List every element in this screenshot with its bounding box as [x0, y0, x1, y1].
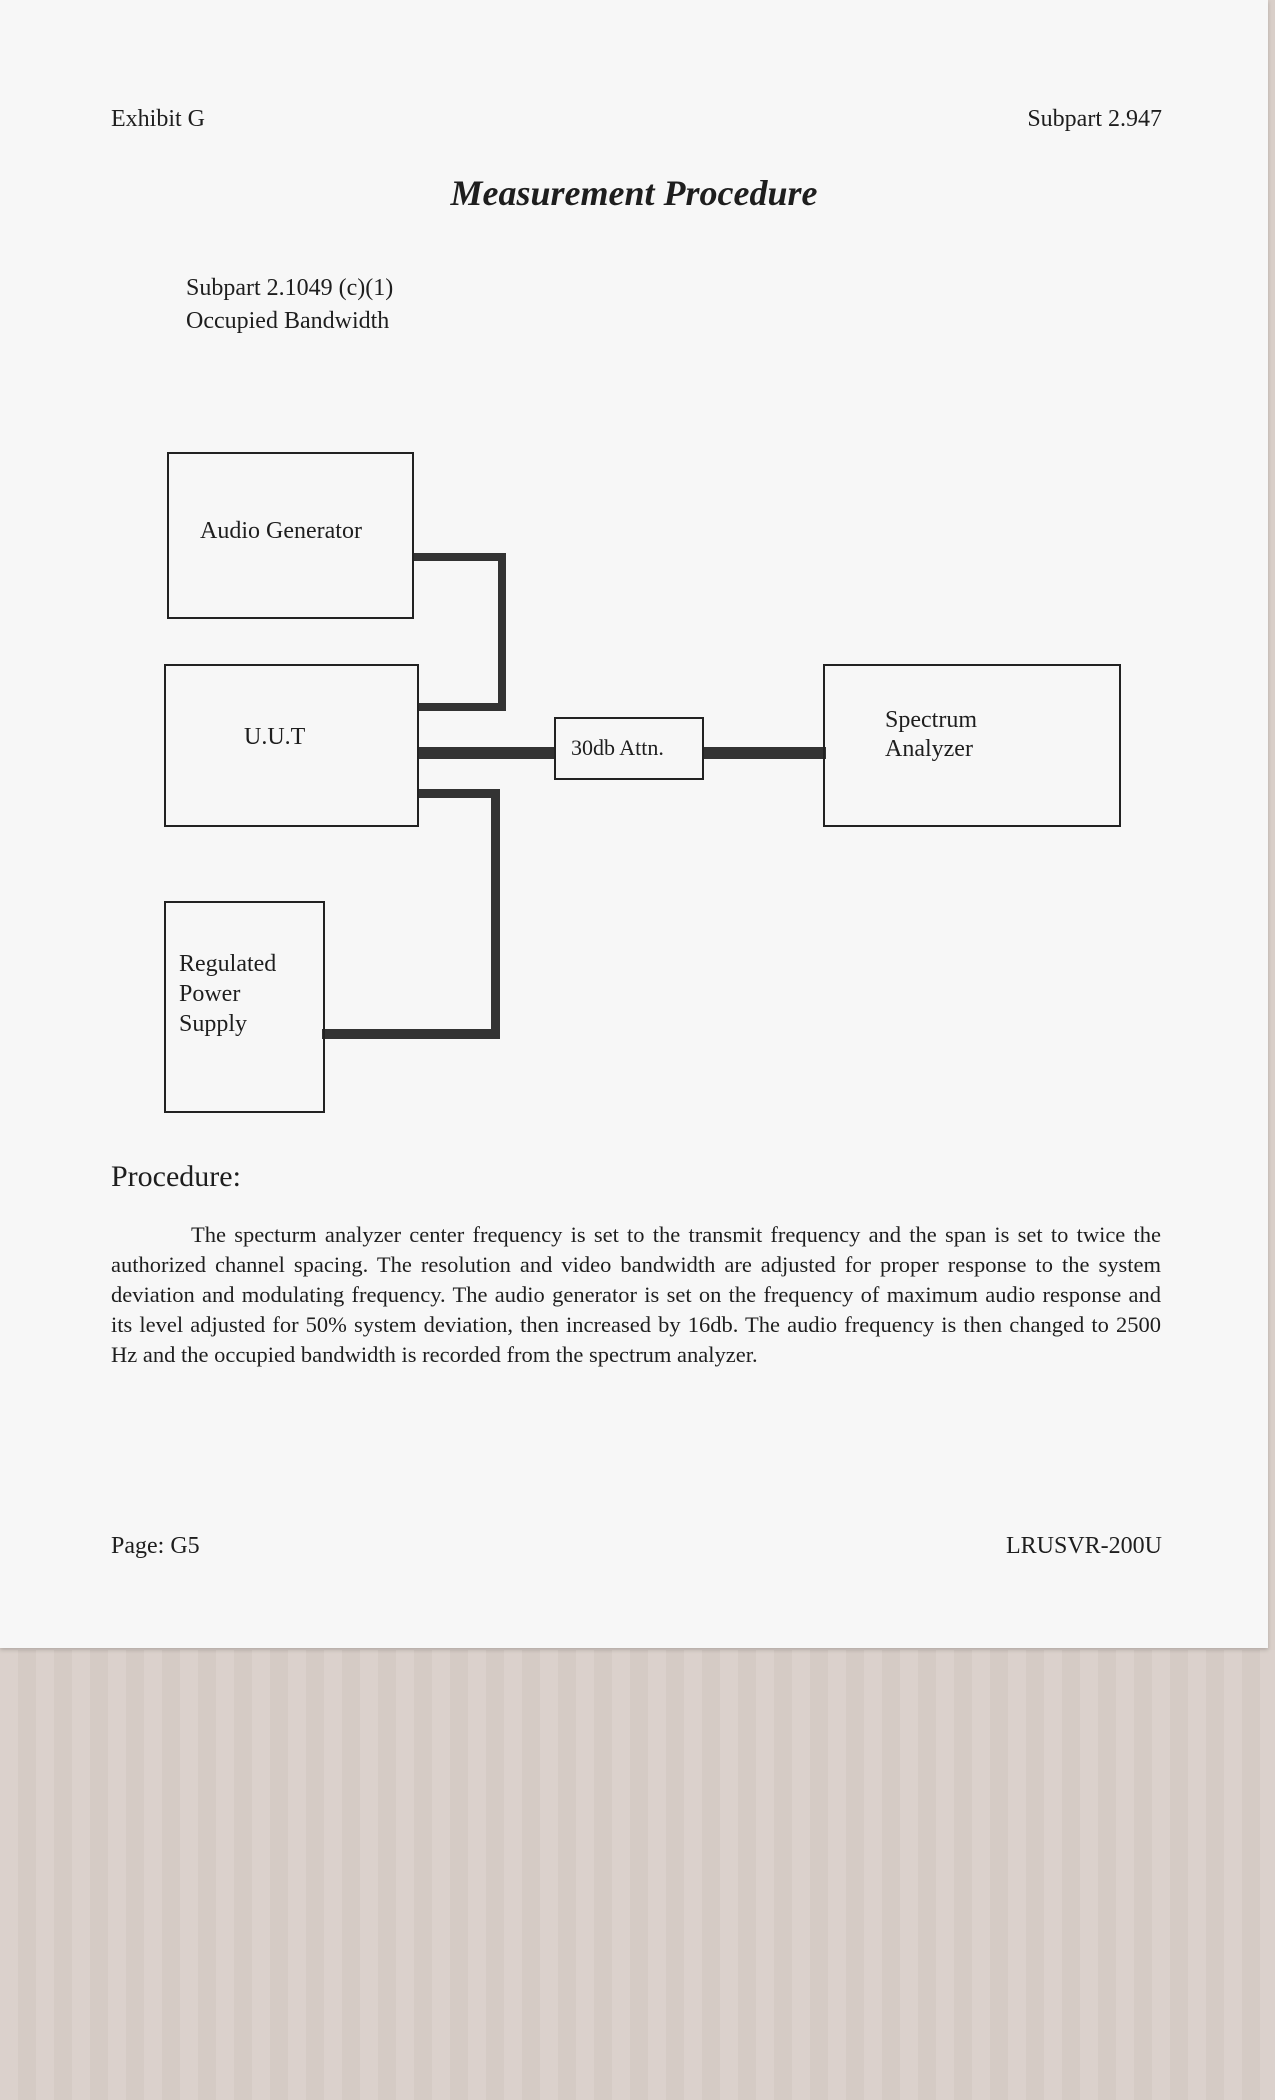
audio-generator-label: Audio Generator [200, 518, 362, 544]
wire-uut-to-attenuator [418, 747, 556, 759]
wire-attenuator-to-analyzer [702, 747, 826, 759]
scan-background [0, 1650, 1275, 2100]
wire-supply-vertical [491, 789, 500, 1039]
attenuator-box [554, 717, 704, 780]
power-supply-label [179, 949, 276, 1039]
page-number: Page: G5 [111, 1533, 200, 1559]
wire-audio-vertical [498, 553, 506, 711]
spectrum-analyzer-label-line1: Spectrum [885, 707, 977, 733]
spectrum-analyzer-label [885, 706, 977, 765]
attenuator-label: 30db Attn. [571, 735, 664, 760]
procedure-heading: Procedure: [111, 1160, 241, 1193]
wire-audio-to-uut [418, 703, 506, 711]
spectrum-analyzer-box [823, 664, 1121, 827]
power-supply-label-line3: Supply [179, 1011, 248, 1037]
subpart-header: Subpart 2.947 [1027, 106, 1162, 132]
procedure-text: The specturm analyzer center frequency is set to the transmit frequency and the span is set to twice the authorized channel spacing. The resolution and video bandwidth are adjusted for proper response to the system deviation and modulating frequency. The audio generator is set on the frequency of maximum audio response and its level adjusted for 50% system deviation, then increased by 16db. The audio frequency is then changed to 2500 Hz and the occupied bandwidth is recorded from the spectrum analyzer. [111, 1222, 1161, 1367]
page-title: Measurement Procedure [450, 173, 818, 213]
uut-label: U.U.T [244, 724, 306, 750]
exhibit-label: Exhibit G [111, 106, 205, 132]
audio-generator-box [167, 452, 414, 619]
power-supply-label-line1: Regulated [179, 951, 277, 977]
wire-uut-to-supply [418, 789, 500, 798]
wire-audio-top [412, 553, 506, 561]
power-supply-label-line2: Power [179, 981, 241, 1007]
wire-supply-bottom [322, 1029, 500, 1039]
spectrum-analyzer-label-line2: Analyzer [885, 736, 973, 763]
document-id: LRUSVR-200U [1005, 1533, 1162, 1559]
subpart-name: Occupied Bandwidth [186, 308, 390, 334]
subpart-rule: Subpart 2.1049 (c)(1) [186, 275, 394, 301]
power-supply-box [164, 901, 325, 1113]
uut-box [164, 664, 419, 827]
